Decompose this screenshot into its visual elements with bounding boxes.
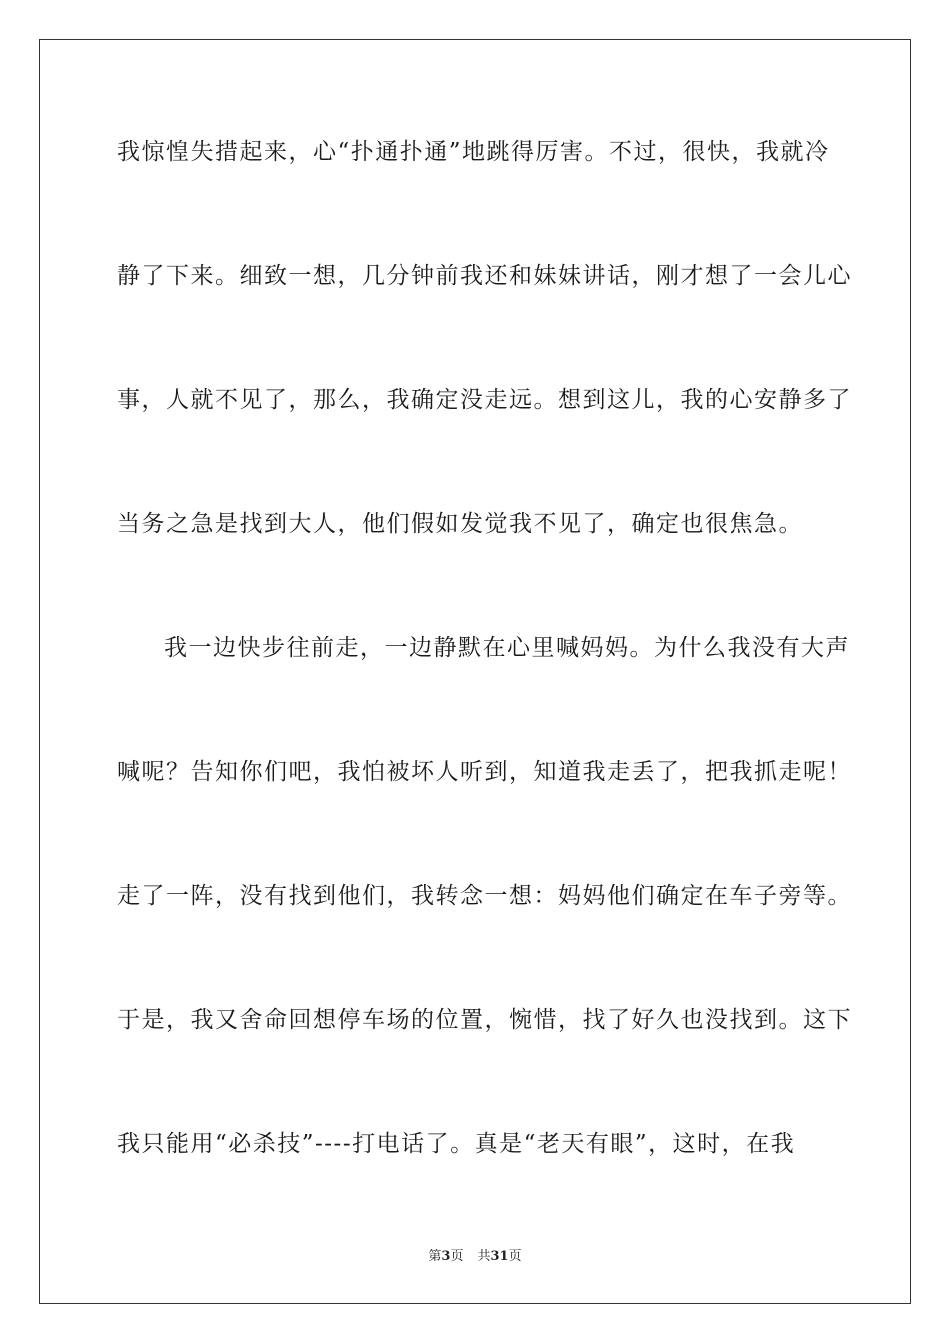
page-current: 3	[441, 1249, 451, 1264]
page-border	[39, 39, 911, 1304]
text-line-5: 我一边快步往前走，一边静默在心里喊妈妈。为什么我没有大声	[164, 635, 850, 661]
total-prefix: 共	[477, 1249, 491, 1264]
text-line-9: 我只能用“必杀技”----打电话了。真是“老天有眼”，这时，在我	[117, 1131, 796, 1157]
text-line-1: 我惊惶失措起来，心“扑通扑通”地跳得厉害。不过，很快，我就冷	[117, 139, 830, 165]
page-suffix: 页	[450, 1249, 464, 1264]
text-line-8: 于是，我又舍命回想停车场的位置，惋惜，找了好久也没找到。这下	[117, 1007, 852, 1033]
page-footer	[0, 1248, 950, 1266]
text-line-4: 当务之急是找到大人，他们假如发觉我不见了，确定也很焦急。	[117, 511, 803, 537]
text-line-7: 走了一阵，没有找到他们，我转念一想：妈妈他们确定在车子旁等。	[117, 883, 852, 909]
text-line-6: 喊呢？告知你们吧，我怕被坏人听到，知道我走丢了，把我抓走呢！	[117, 759, 852, 785]
text-line-3: 事，人就不见了，那么，我确定没走远。想到这儿，我的心安静多了	[117, 387, 852, 413]
total-suffix: 页	[508, 1249, 522, 1264]
text-line-2: 静了下来。细致一想，几分钟前我还和妹妹讲话，刚才想了一会儿心	[117, 263, 852, 289]
page-prefix: 第	[428, 1249, 442, 1264]
page-total: 31	[490, 1249, 509, 1264]
